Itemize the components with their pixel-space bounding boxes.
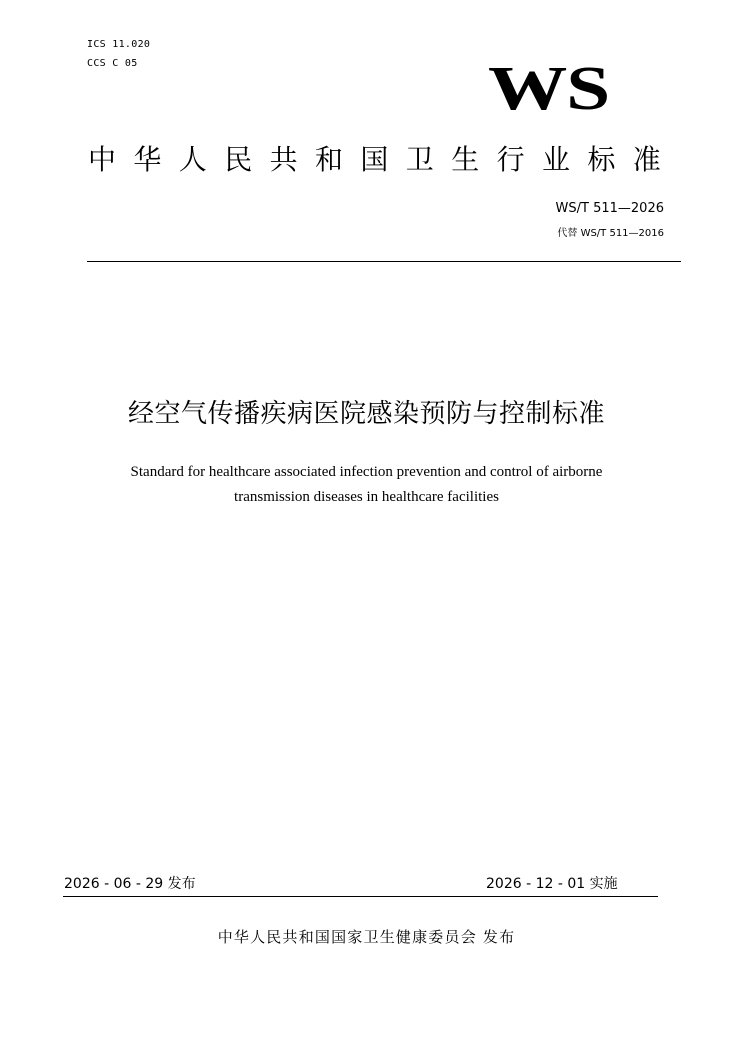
- ccs-code: CCS C 05: [87, 58, 138, 69]
- implement-date: 2026 - 12 - 01 实施: [486, 876, 618, 892]
- document-title-english-line2: transmission diseases in healthcare facilities: [234, 489, 499, 505]
- document-title-english-line1: Standard for healthcare associated infection prevention and control of airborne: [130, 464, 603, 480]
- footer-divider: [63, 896, 658, 897]
- publish-date: 2026 - 06 - 29 发布: [64, 876, 196, 892]
- ws-logo: WS: [488, 55, 609, 123]
- replaces-standard: 代替 WS/T 511—2016: [557, 228, 664, 239]
- standard-number: WS/T 511—2026: [555, 201, 664, 216]
- ics-code: ICS 11.020: [87, 39, 151, 50]
- document-title-chinese: 经空气传播疾病医院感染预防与控制标准: [127, 399, 605, 429]
- issuing-authority: 中华人民共和国国家卫生健康委员会 发布: [217, 928, 516, 946]
- standard-type-heading: 中华人民共和国卫生行业标准: [88, 143, 679, 176]
- header-divider: [87, 261, 681, 262]
